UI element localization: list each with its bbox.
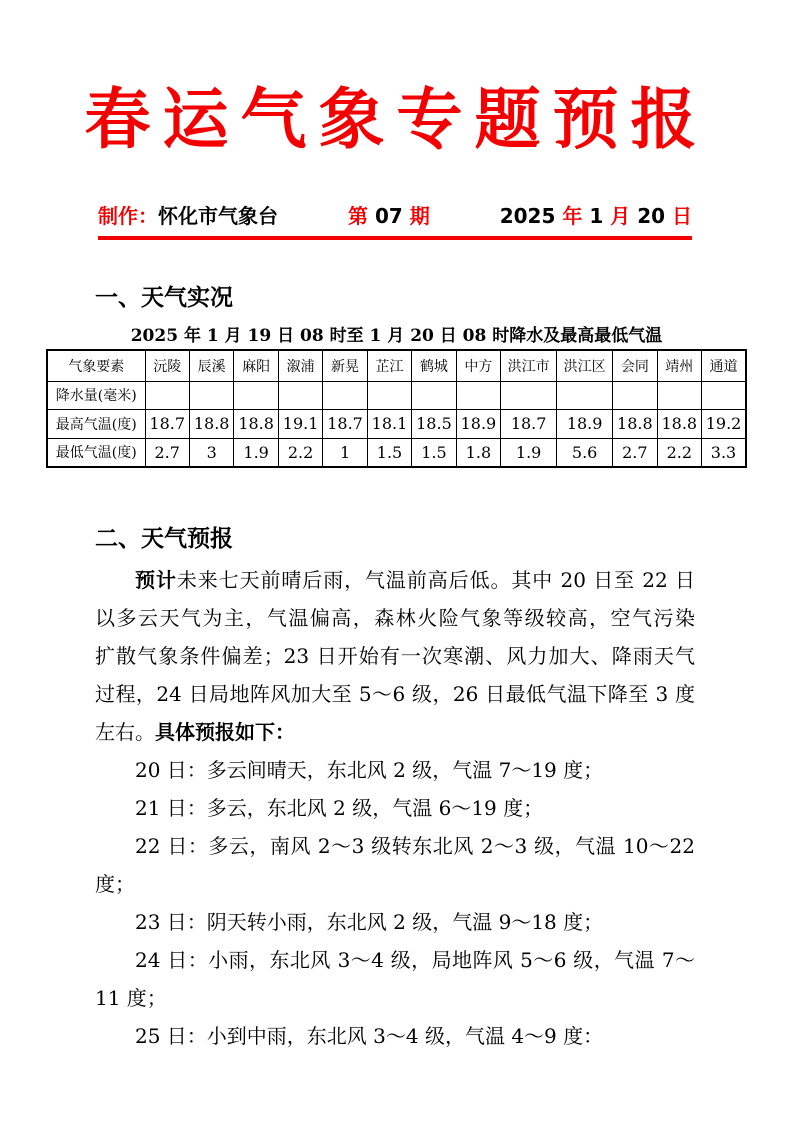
table-cell: 18.5	[412, 409, 456, 438]
weather-observation-table	[46, 349, 747, 468]
table-header-cell: 鹤城	[412, 350, 456, 381]
table-cell: 18.7	[501, 409, 557, 438]
table-cell: 18.1	[367, 409, 411, 438]
forecast-text: 20 日：多云间晴天，东北风 2 级，气温 7～19 度；	[135, 758, 604, 782]
forecast-text: 度；	[95, 872, 135, 896]
table-header-cell: 会同	[613, 350, 657, 381]
forecast-line	[95, 979, 695, 1017]
table-cell	[323, 381, 367, 409]
table-row	[47, 381, 746, 409]
table-cell: 1.5	[367, 438, 411, 467]
table-cell	[412, 381, 456, 409]
forecast-text: 25 日：小到中雨，东北风 3～4 级，气温 4～9 度：	[135, 1024, 604, 1048]
table-row	[47, 438, 746, 467]
forecast-line	[95, 751, 695, 789]
table-cell: 19.1	[278, 409, 322, 438]
section-heading-weather-forecast: 二、天气预报	[95, 526, 233, 552]
table-cell	[278, 381, 322, 409]
table-cell: 18.7	[323, 409, 367, 438]
table-cell: 18.8	[234, 409, 278, 438]
table-header-cell: 沅陵	[145, 350, 189, 381]
table-cell: 2.2	[657, 438, 701, 467]
masthead-text-segment: 日	[671, 204, 692, 228]
forecast-line	[95, 599, 695, 637]
table-cell: 3	[189, 438, 233, 467]
forecast-text: 21 日：多云，东北风 2 级，气温 6～19 度；	[135, 796, 544, 820]
table-header-cell: 辰溪	[189, 350, 233, 381]
table-cell	[189, 381, 233, 409]
forecast-line	[95, 941, 695, 979]
table-cell: 3.3	[702, 438, 746, 467]
table-cell: 2.2	[278, 438, 322, 467]
forecast-line	[95, 713, 695, 751]
table-cell	[702, 381, 746, 409]
table-header-cell: 洪江区	[557, 350, 613, 381]
table-cell: 18.8	[613, 409, 657, 438]
masthead-issue-number	[348, 204, 430, 228]
forecast-text-bold: 预计	[135, 568, 177, 592]
table-cell	[145, 381, 189, 409]
forecast-text: 未来七天前晴后雨，气温前高后低。其中 20 日至 22 日	[176, 568, 696, 592]
table-cell: 1.8	[456, 438, 500, 467]
masthead-text-segment: 第	[347, 204, 375, 228]
table-cell: 18.8	[189, 409, 233, 438]
table-row-label: 降水量(毫米)	[47, 381, 145, 409]
forecast-text: 以多云天气为主，气温偏高，森林火险气象等级较高，空气污染	[95, 606, 695, 630]
table-row-label: 最低气温(度)	[47, 438, 145, 467]
forecast-text: 11 度；	[95, 986, 167, 1010]
table-cell: 1.5	[412, 438, 456, 467]
table-row-label: 最高气温(度)	[47, 409, 145, 438]
forecast-text: 扩散气象条件偏差；23 日开始有一次寒潮、风力加大、降雨天气	[95, 644, 695, 668]
forecast-text-bold: 具体预报如下：	[155, 720, 295, 744]
forecast-text: 23 日：阴天转小雨，东北风 2 级，气温 9～18 度；	[135, 910, 604, 934]
table-cell	[234, 381, 278, 409]
table-cell	[557, 381, 613, 409]
table-row	[47, 409, 746, 438]
table-cell: 19.2	[702, 409, 746, 438]
table-header-cell: 麻阳	[234, 350, 278, 381]
forecast-line	[95, 903, 695, 941]
table-header-cell: 中方	[456, 350, 500, 381]
table-cell: 18.9	[456, 409, 500, 438]
masthead-text-segment: 20	[637, 204, 672, 228]
table-cell: 18.7	[145, 409, 189, 438]
masthead-producer	[98, 204, 278, 228]
forecast-line	[95, 637, 695, 675]
forecast-body-text	[95, 561, 695, 1055]
forecast-text: 左右。	[95, 720, 155, 744]
forecast-line	[95, 675, 695, 713]
section-heading-weather-actual: 一、天气实况	[95, 285, 233, 311]
masthead-text-segment: 怀化市气象台	[158, 204, 278, 228]
masthead-text-segment: 2025	[499, 204, 563, 228]
table-header-cell: 通道	[702, 350, 746, 381]
table-cell	[613, 381, 657, 409]
table-cell: 5.6	[557, 438, 613, 467]
table-header-row	[47, 350, 746, 381]
forecast-line	[95, 865, 695, 903]
masthead	[98, 204, 692, 228]
table-cell: 2.7	[613, 438, 657, 467]
table-header-cell: 气象要素	[47, 350, 145, 381]
table-cell	[501, 381, 557, 409]
document-title: 春运气象专题预报	[84, 80, 709, 158]
masthead-date	[500, 204, 692, 228]
table-cell: 18.8	[657, 409, 701, 438]
table-cell	[456, 381, 500, 409]
table-header-cell: 溆浦	[278, 350, 322, 381]
table-cell	[657, 381, 701, 409]
masthead-text-segment: 期	[402, 204, 430, 228]
table-cell	[367, 381, 411, 409]
table-cell: 1.9	[501, 438, 557, 467]
masthead-text-segment: 月	[610, 204, 638, 228]
table-header-cell: 芷江	[367, 350, 411, 381]
masthead-text-segment: 年	[562, 204, 590, 228]
masthead-divider-rule	[98, 236, 692, 240]
table-header-cell: 靖州	[657, 350, 701, 381]
forecast-text: 24 日：小雨，东北风 3～4 级，局地阵风 5～6 级，气温 7～	[135, 948, 695, 972]
forecast-line	[95, 789, 695, 827]
table-cell: 2.7	[145, 438, 189, 467]
masthead-text-segment: 07	[374, 204, 403, 228]
forecast-text: 22 日：多云，南风 2～3 级转东北风 2～3 级，气温 10～22	[135, 834, 695, 858]
forecast-text: 过程，24 日局地阵风加大至 5～6 级，26 日最低气温下降至 3 度	[95, 682, 695, 706]
table-cell: 18.9	[557, 409, 613, 438]
table-header-cell: 洪江市	[501, 350, 557, 381]
table-cell: 1	[323, 438, 367, 467]
table-cell: 1.9	[234, 438, 278, 467]
masthead-text-segment: 1	[589, 204, 611, 228]
forecast-line	[95, 827, 695, 865]
masthead-text-segment: 制作：	[98, 204, 158, 228]
weather-table-title: 2025 年 1 月 19 日 08 时至 1 月 20 日 08 时降水及最高最低气温	[130, 326, 663, 346]
forecast-line	[95, 1017, 695, 1055]
forecast-line	[95, 561, 695, 599]
table-header-cell: 新晃	[323, 350, 367, 381]
